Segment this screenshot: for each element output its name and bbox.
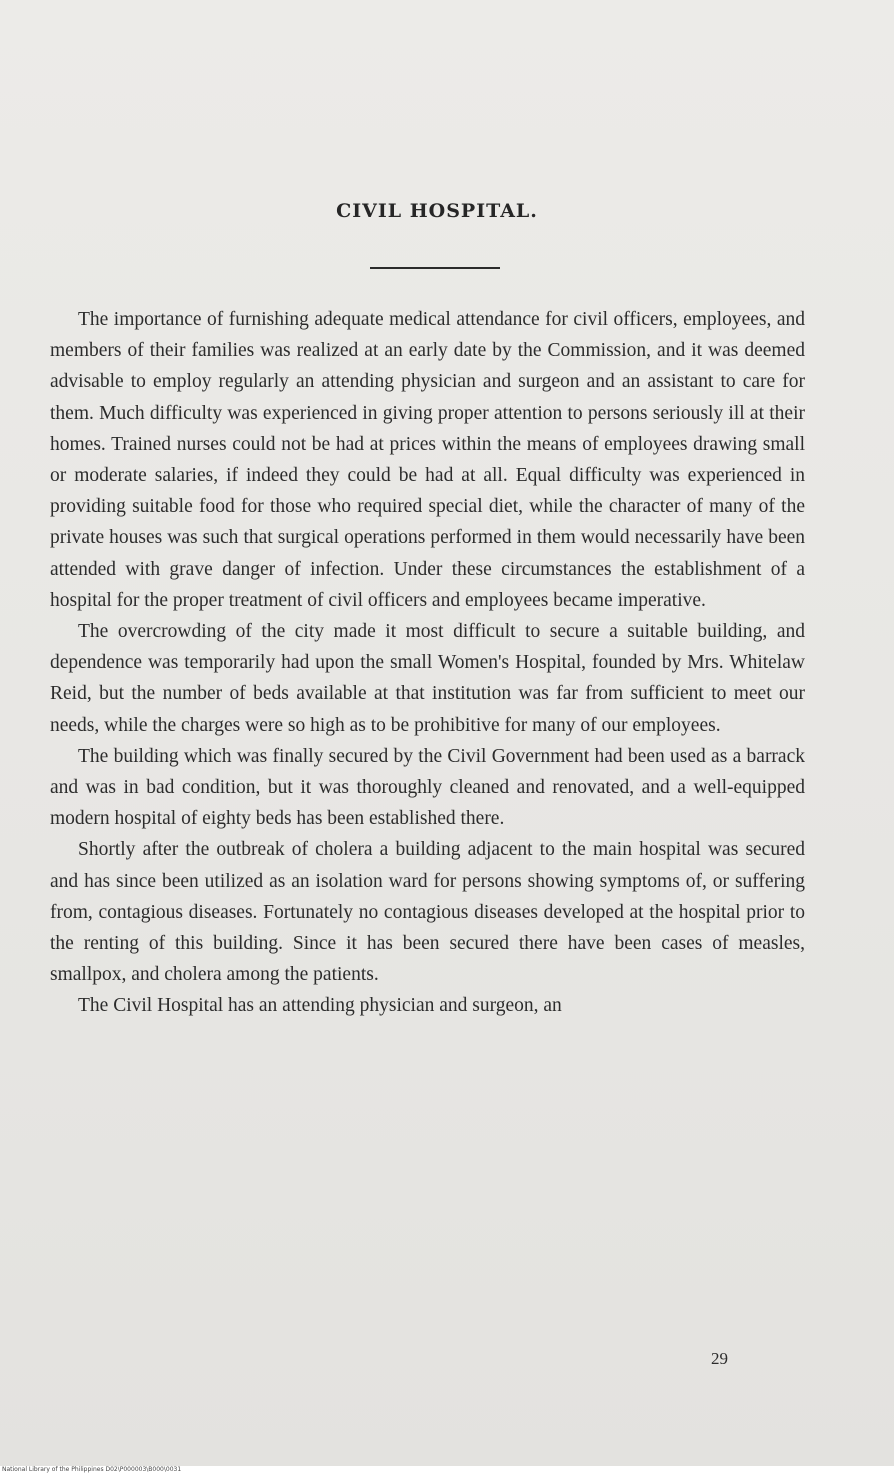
footer-note: National Library of the Philippines D02\P000003\B000\0031 [2,1466,182,1473]
title-rule [370,267,500,269]
paragraph-4: Shortly after the outbreak of cholera a building adjacent to the main hospital was secured and has since been utilized as an isolation ward for persons showing symptoms of, or suffering from, contagious diseases. Fortunately no contagious diseases developed at the hospital prior to the renting of this building. Since it has been secured there have been cases of measles, smallpox, and cholera among the patients. [50,839,805,986]
page-number: 29 [711,1349,728,1368]
paragraph-2: The overcrowding of the city made it most difficult to secure a suitable building, and dependence was temporarily had upon the small Women's Hospital, founded by Mrs. Whitelaw Reid, but the number of beds available at that institution was far from sufficient to meet our needs, while the charges were so high as to be prohibitive for many of our employees. [50,621,805,736]
paragraph-3: The building which was finally secured by the Civil Government had been used as a barrack and was in bad condition, but it was thoroughly cleaned and renovated, and a well-equipped modern hospital of eighty beds has been established there. [50,745,805,830]
paragraph-5: The Civil Hospital has an attending physician and surgeon, an [78,995,562,1017]
paragraph-1: The importance of furnishing adequate medical attendance for civil officers, employees, and members of their families was realized at an early date by the Commission, and it was deemed advisable to employ regularly an attending physician and surgeon and an assistant to care for them. Much difficulty was experienced in giving proper attention to persons seriously ill at their homes. Trained nurses could not be had at prices within the means of employees drawing small or moderate salaries, if indeed they could be had at all. Equal difficulty was experienced in providing suitable food for those who required special diet, while the character of many of the private houses was such that surgical operations performed in them would necessarily have been attended with grave danger of infection. Under these circumstances the establishment of a hospital for the proper treatment of civil officers and employees became imperative. [50,309,805,611]
body-text [50,304,805,1022]
page-title: CIVIL HOSPITAL. [336,200,538,222]
